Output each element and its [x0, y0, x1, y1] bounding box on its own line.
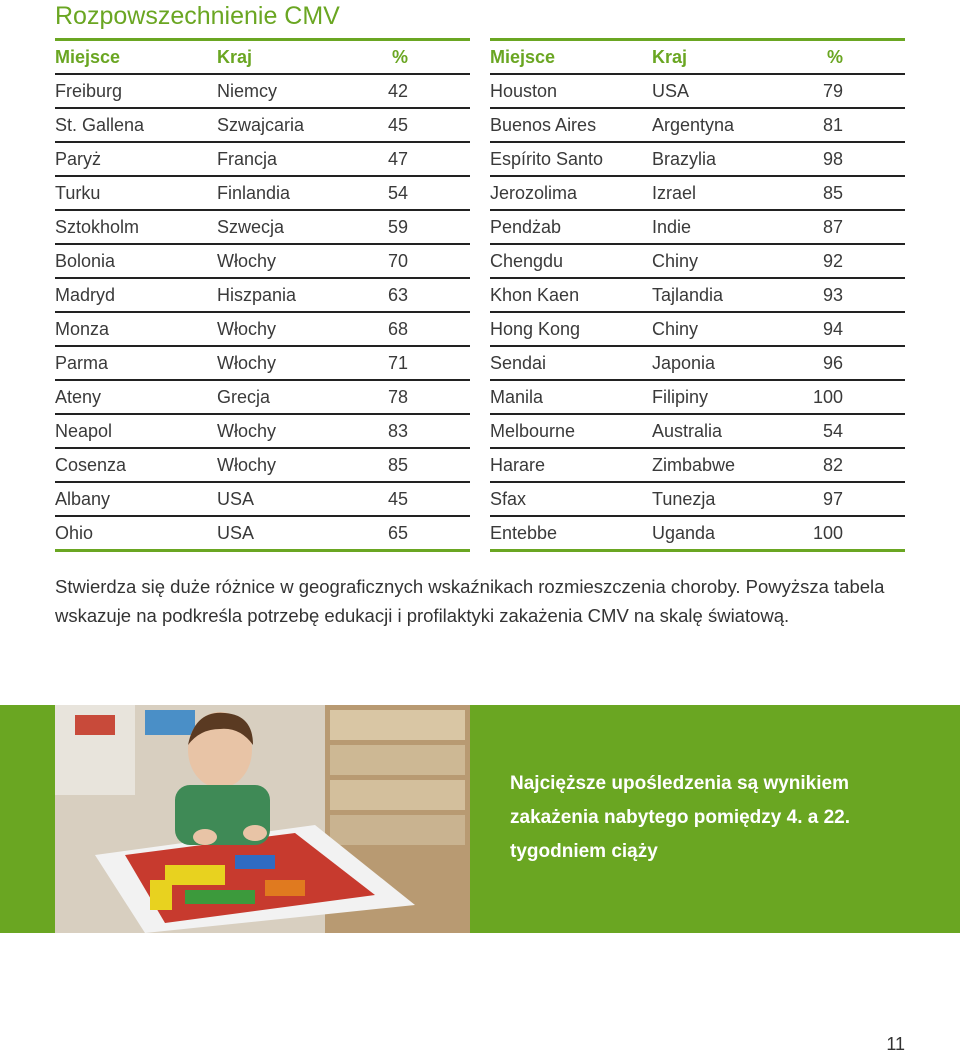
table-row — [490, 347, 905, 381]
cell-percent: 82 — [822, 455, 843, 475]
cell-place: Parma — [55, 353, 109, 373]
cell-place: Albany — [55, 489, 111, 509]
cell-percent: 85 — [822, 183, 843, 203]
cell-country: Japonia — [652, 353, 716, 373]
cell-place: Harare — [490, 455, 546, 475]
cell-percent: 79 — [822, 81, 843, 101]
cell-place: Freiburg — [55, 81, 123, 101]
cell-percent: 68 — [387, 319, 408, 339]
prevalence-table-right — [490, 38, 905, 552]
table-row — [55, 517, 470, 552]
table-row — [55, 211, 470, 245]
cell-country: USA — [652, 81, 690, 101]
table-row — [55, 245, 470, 279]
cell-country: Uganda — [652, 523, 716, 543]
cell-country: Chiny — [652, 319, 699, 339]
cell-percent: 78 — [387, 387, 408, 407]
cell-country: Hiszpania — [217, 285, 297, 305]
table-row — [55, 347, 470, 381]
prevalence-table-left — [55, 38, 470, 552]
cell-place: Cosenza — [55, 455, 127, 475]
table-row — [490, 75, 905, 109]
cell-percent: 54 — [387, 183, 408, 203]
child-playing-photo — [55, 705, 470, 933]
cell-percent: 65 — [387, 523, 408, 543]
cell-place: Ohio — [55, 523, 94, 543]
cell-place: Chengdu — [490, 251, 564, 271]
cell-place: Sendai — [490, 353, 547, 373]
cell-percent: 42 — [387, 81, 408, 101]
table-row — [55, 177, 470, 211]
header-percent: % — [826, 47, 843, 67]
cell-percent: 63 — [387, 285, 408, 305]
cell-place: Pendżab — [490, 217, 562, 237]
cell-country: Argentyna — [652, 115, 735, 135]
cell-percent: 71 — [387, 353, 408, 373]
table-row — [490, 313, 905, 347]
table-row — [490, 483, 905, 517]
table-row — [55, 449, 470, 483]
header-country: Kraj — [217, 47, 253, 67]
cell-percent: 100 — [812, 523, 843, 543]
table-row — [490, 177, 905, 211]
cell-place: Buenos Aires — [490, 115, 597, 135]
cell-place: Madryd — [55, 285, 116, 305]
cell-country: USA — [217, 489, 255, 509]
cell-percent: 81 — [822, 115, 843, 135]
cell-country: Francja — [217, 149, 278, 169]
page-number: 11 — [886, 1034, 905, 1054]
table-row — [490, 449, 905, 483]
cell-percent: 47 — [387, 149, 408, 169]
cell-place: Entebbe — [490, 523, 558, 543]
cell-percent: 100 — [812, 387, 843, 407]
cell-country: Filipiny — [652, 387, 709, 407]
cell-place: St. Gallena — [55, 115, 145, 135]
cell-country: Włochy — [217, 353, 277, 373]
cell-country: Izrael — [652, 183, 697, 203]
cell-place: Houston — [490, 81, 558, 101]
cell-country: Szwajcaria — [217, 115, 305, 135]
cell-percent: 94 — [822, 319, 843, 339]
table-row — [55, 75, 470, 109]
cell-country: Brazylia — [652, 149, 717, 169]
cell-percent: 70 — [387, 251, 408, 271]
cell-percent: 59 — [387, 217, 408, 237]
header-place: Miejsce — [55, 47, 121, 67]
table-row — [55, 143, 470, 177]
cell-country: Chiny — [652, 251, 699, 271]
header-place: Miejsce — [490, 47, 556, 67]
table-row — [490, 143, 905, 177]
cell-country: Włochy — [217, 455, 277, 475]
photo-illustration — [55, 705, 470, 933]
cell-percent: 85 — [387, 455, 408, 475]
cell-place: Ateny — [55, 387, 102, 407]
cell-percent: 93 — [822, 285, 843, 305]
cell-place: Turku — [55, 183, 101, 203]
cell-percent: 45 — [387, 115, 408, 135]
cell-place: Manila — [490, 387, 544, 407]
cell-country: Włochy — [217, 319, 277, 339]
summary-paragraph: Stwierdza się duże różnice w geograficznych wskaźnikach rozmieszczenia choroby. Powyższa tabela wskazuje na podkreśla potrzebę edukacji i profilaktyki zakażenia CMV na skalę światową. — [55, 576, 885, 626]
cell-place: Paryż — [55, 149, 102, 169]
cell-percent: 83 — [387, 421, 408, 441]
cell-country: Finlandia — [217, 183, 291, 203]
header-country: Kraj — [652, 47, 688, 67]
table-header-row — [490, 41, 905, 75]
cell-percent: 97 — [822, 489, 843, 509]
table-row — [490, 415, 905, 449]
cell-place: Neapol — [55, 421, 113, 441]
cell-place: Sztokholm — [55, 217, 140, 237]
cell-country: Tunezja — [652, 489, 716, 509]
cell-place: Sfax — [490, 489, 527, 509]
table-row — [490, 381, 905, 415]
cell-country: Grecja — [217, 387, 271, 407]
cell-percent: 92 — [822, 251, 843, 271]
table-row — [490, 211, 905, 245]
cell-country: Włochy — [217, 251, 277, 271]
cell-percent: 98 — [822, 149, 843, 169]
callout-text: Najcięższe upośledzenia są wynikiem zakażenia nabytego pomiędzy 4. a 22. tygodniem ciąży — [510, 773, 851, 862]
cell-country: Australia — [652, 421, 723, 441]
page-title: Rozpowszechnienie CMV — [55, 2, 340, 30]
table-row — [55, 313, 470, 347]
cell-percent: 87 — [822, 217, 843, 237]
cell-place: Khon Kaen — [490, 285, 580, 305]
table-row — [55, 381, 470, 415]
header-percent: % — [391, 47, 408, 67]
table-row — [55, 109, 470, 143]
table-row — [490, 109, 905, 143]
cell-place: Monza — [55, 319, 110, 339]
cell-place: Espírito Santo — [490, 149, 604, 169]
cell-percent: 96 — [822, 353, 843, 373]
cell-country: Włochy — [217, 421, 277, 441]
cell-place: Hong Kong — [490, 319, 581, 339]
table-header-row — [55, 41, 470, 75]
table-row — [55, 483, 470, 517]
cell-country: Szwecja — [217, 217, 285, 237]
cell-place: Jerozolima — [490, 183, 578, 203]
table-row — [490, 517, 905, 552]
table-row — [55, 415, 470, 449]
cell-percent: 54 — [822, 421, 843, 441]
green-banner — [0, 705, 960, 933]
cell-place: Bolonia — [55, 251, 116, 271]
table-row — [55, 279, 470, 313]
table-row — [490, 279, 905, 313]
cell-percent: 45 — [387, 489, 408, 509]
table-row — [490, 245, 905, 279]
cell-country: Tajlandia — [652, 285, 724, 305]
cell-country: Zimbabwe — [652, 455, 736, 475]
cell-country: Niemcy — [217, 81, 278, 101]
cell-country: USA — [217, 523, 255, 543]
cell-place: Melbourne — [490, 421, 576, 441]
cell-country: Indie — [652, 217, 692, 237]
